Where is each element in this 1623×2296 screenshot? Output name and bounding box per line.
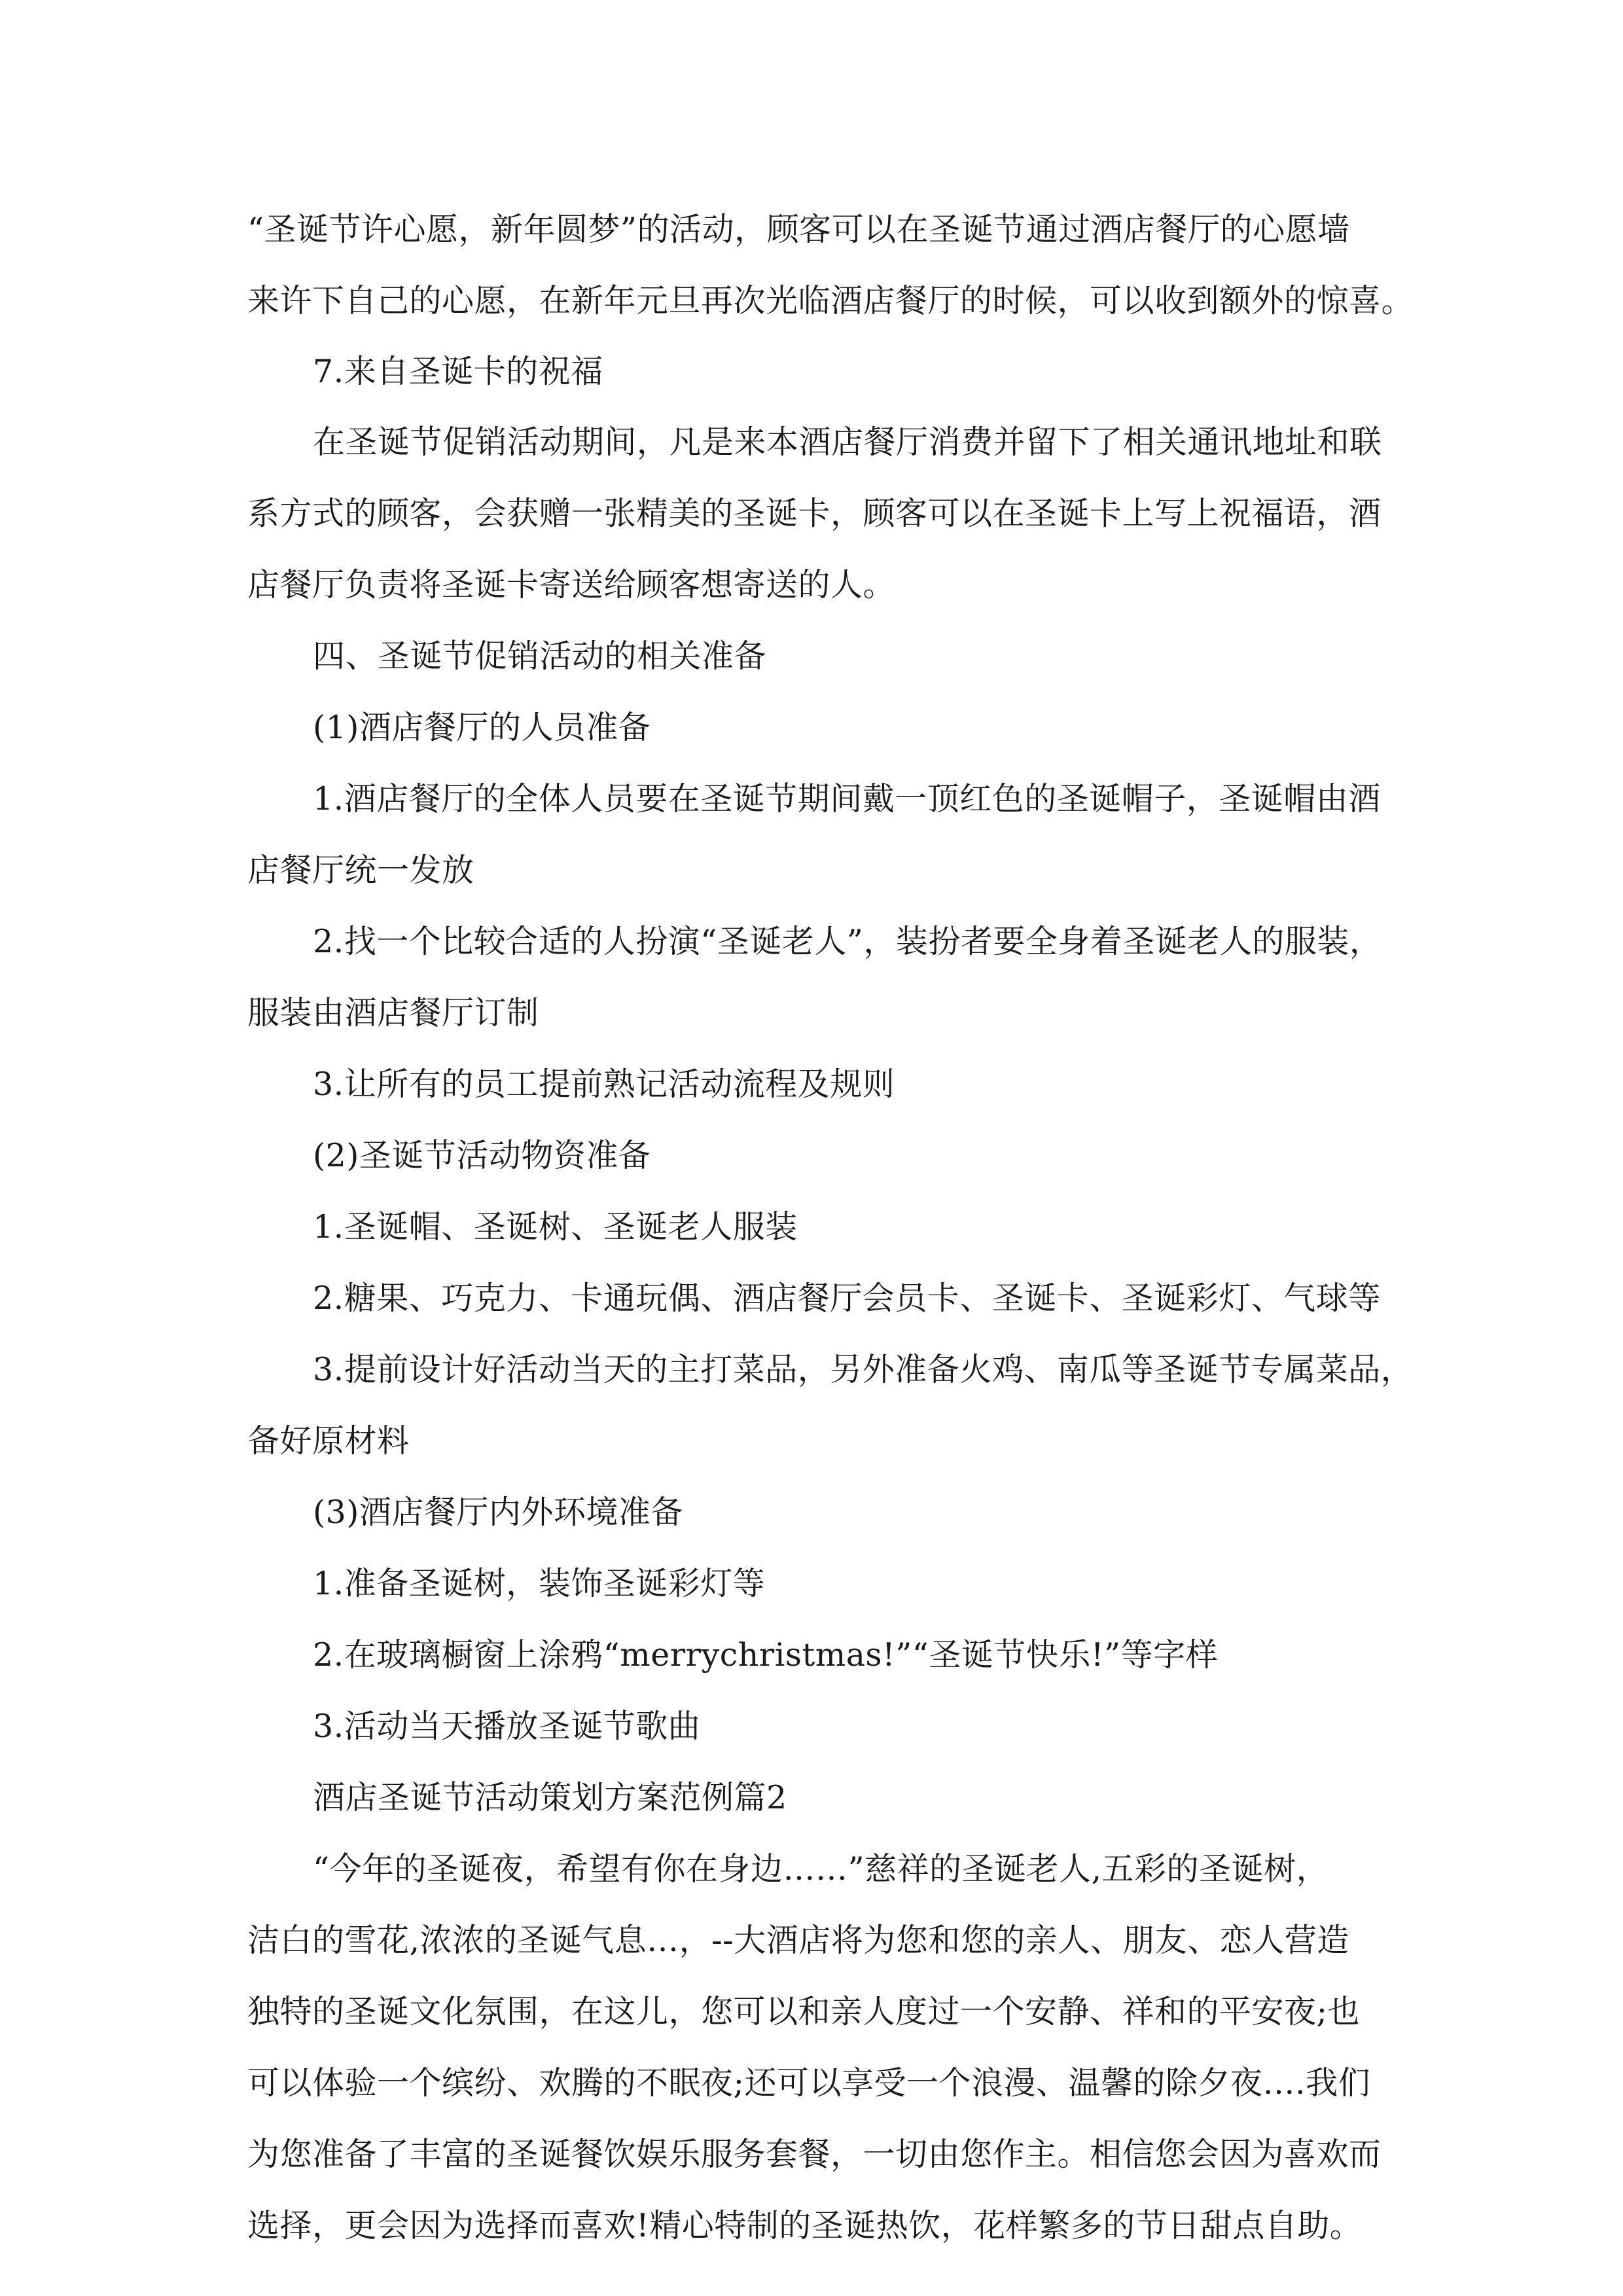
list-item: 1.圣诞帽、圣诞树、圣诞老人服装	[313, 1208, 798, 1246]
list-item: 3.活动当天播放圣诞节歌曲	[313, 1708, 701, 1745]
body-text-line: 选择，更会因为选择而喜欢!精心特制的圣诞热饮，花样繁多的节日甜点自助。	[247, 2207, 1363, 2244]
list-item: 1.准备圣诞树，装饰圣诞彩灯等	[313, 1565, 766, 1602]
list-item-continuation: 服装由酒店餐厅订制	[247, 994, 539, 1031]
list-item: 1.酒店餐厅的全体人员要在圣诞节期间戴一顶红色的圣诞帽子，圣诞帽由酒	[313, 780, 1381, 817]
body-text-line: 可以体验一个缤纷、欢腾的不眠夜;还可以享受一个浪漫、温馨的除夕夜….我们	[247, 2064, 1371, 2102]
article-title: 酒店圣诞节活动策划方案范例篇2	[313, 1779, 787, 1816]
body-text-line: “圣诞节许心愿，新年圆梦”的活动，顾客可以在圣诞节通过酒店餐厅的心愿墙	[247, 211, 1350, 248]
list-item-continuation: 备好原材料	[247, 1422, 410, 1460]
list-item: 3.提前设计好活动当天的主打菜品，另外准备火鸡、南瓜等圣诞节专属菜品，	[313, 1351, 1414, 1388]
subsection-heading: (2)圣诞节活动物资准备	[313, 1137, 651, 1174]
list-item: 3.让所有的员工提前熟记活动流程及规则	[313, 1066, 895, 1103]
body-text-line: 店餐厅负责将圣诞卡寄送给顾客想寄送的人。	[247, 566, 896, 603]
body-text-line: 洁白的雪花,浓浓的圣诞气息…，--大酒店将为您和您的亲人、朋友、恋人营造	[247, 1922, 1349, 1959]
body-text-line: “今年的圣诞夜，希望有你在身边……”慈祥的圣诞老人,五彩的圣诞树，	[313, 1850, 1329, 1888]
body-text-line: 为您准备了丰富的圣诞餐饮娱乐服务套餐，一切由您作主。相信您会因为喜欢而	[247, 2136, 1382, 2173]
section-heading: 7.来自圣诞卡的祝福	[313, 353, 603, 390]
subsection-heading: (1)酒店餐厅的人员准备	[313, 709, 651, 746]
body-text-line: 来许下自己的心愿，在新年元旦再次光临酒店餐厅的时候，可以收到额外的惊喜。	[247, 282, 1414, 319]
section-heading: 四、圣诞节促销活动的相关准备	[313, 637, 767, 675]
list-item-continuation: 店餐厅统一发放	[247, 852, 474, 889]
body-text-line: 系方式的顾客，会获赠一张精美的圣诞卡，顾客可以在圣诞卡上写上祝福语，酒	[247, 495, 1382, 532]
body-text-line: 在圣诞节促销活动期间，凡是来本酒店餐厅消费并留下了相关通讯地址和联	[313, 423, 1382, 461]
list-item: 2.糖果、巧克力、卡通玩偶、酒店餐厅会员卡、圣诞卡、圣诞彩灯、气球等	[313, 1280, 1381, 1317]
body-text-line: 独特的圣诞文化氛围，在这儿，您可以和亲人度过一个安静、祥和的平安夜;也	[247, 1993, 1361, 2030]
list-item: 2.找一个比较合适的人扮演“圣诞老人”，装扮者要全身着圣诞老人的服装，	[313, 923, 1382, 960]
subsection-heading: (3)酒店餐厅内外环境准备	[313, 1494, 683, 1531]
list-item: 2.在玻璃橱窗上涂鸦“merrychristmas!”“圣诞节快乐!”等字样	[313, 1636, 1219, 1674]
